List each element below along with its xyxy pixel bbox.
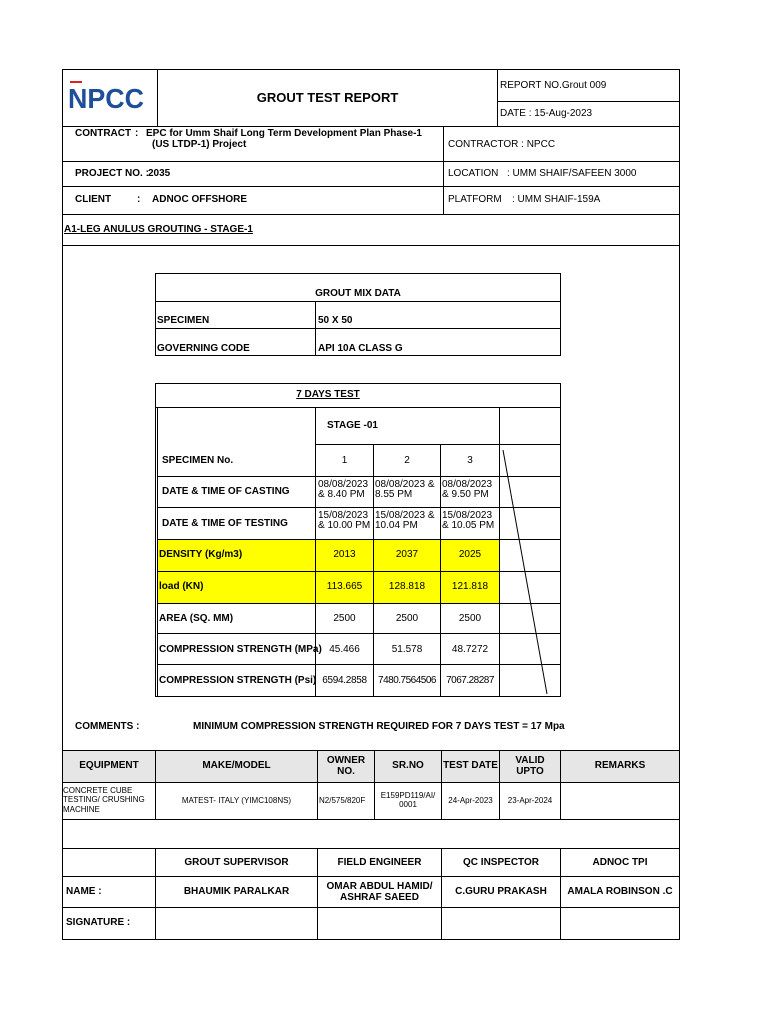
divider [157,407,158,696]
frame-right [679,69,680,940]
casting-3-line2: & 9.50 PM [442,489,489,500]
comments-label: COMMENTS : [75,721,140,732]
project-number: 2035 [148,168,171,179]
contract-colon: : [135,128,139,139]
divider [440,444,441,696]
equipment-sr-no-line2: 0001 [399,800,417,809]
casting-3-line1: 08/08/2023 [442,479,493,490]
governing-code-label: GOVERNING CODE [157,343,250,354]
divider [315,301,316,356]
area-3: 2500 [458,613,482,624]
valid-header-line1: VALID [515,755,545,766]
density-3: 2025 [458,549,482,560]
platform-label: PLATFORM [448,194,502,205]
test-date-header: TEST DATE [443,760,498,771]
casting-2-line2: 8.55 PM [375,489,413,500]
strength-mpa-3: 48.7272 [451,644,489,655]
mix-title: GROUT MIX DATA [315,288,401,299]
row-label-specimen-no: SPECIMEN No. [162,455,234,466]
client-value: ADNOC OFFSHORE [152,194,247,205]
casting-2-line1: 08/08/2023 & [375,479,435,490]
row-label-strength-psi: COMPRESSION STRENGTH (Psi) [159,675,317,686]
area-1: 2500 [333,613,356,624]
equipment-make: MATEST- ITALY (YIMC108NS) [181,796,292,805]
npcc-logo [68,79,148,111]
load-1: 113.665 [326,581,363,592]
divider [155,407,561,408]
make-model-header: MAKE/MODEL [202,760,271,771]
frame-bottom [62,939,680,940]
row-label-density: DENSITY (Kg/m3) [159,549,243,560]
testing-2-line2: 10.04 PM [375,520,418,531]
signature-label: SIGNATURE : [66,917,131,928]
testing-1-line1: 15/08/2023 [318,510,369,521]
specimen-no-3: 3 [467,455,473,466]
equipment-header: EQUIPMENT [79,760,139,771]
row-label-load: load (KN) [159,581,204,592]
project-label: PROJECT NO. : [75,168,149,179]
role-field-engineer: FIELD ENGINEER [337,857,422,868]
divider [62,245,680,246]
stage-label: STAGE -01 [327,420,378,431]
specimen-label: SPECIMEN [157,315,210,326]
name-grout-supervisor: BHAUMIK PARALKAR [183,886,290,897]
equipment-name-line3: MACHINE [63,805,100,814]
row-label-strength-mpa: COMPRESSION STRENGTH (MPa) [159,644,322,655]
divider [155,328,561,329]
row-label-casting: DATE & TIME OF CASTING [162,486,290,497]
divider [443,126,444,214]
report-title: GROUT TEST REPORT [256,90,399,105]
location-value: : UMM SHAIF/SAFEEN 3000 [507,168,637,179]
platform-value: : UMM SHAIF-159A [512,194,601,205]
owner-header-line1: OWNER [326,755,366,766]
load-2: 128.818 [388,581,426,592]
strength-psi-3: 7067.28287 [446,675,494,686]
density-1: 2013 [333,549,356,560]
equipment-sr-no-line1: E159PD119/AI/ [380,791,436,800]
divider [62,161,680,162]
strength-psi-1: 6594.2858 [322,675,367,686]
frame-top [62,69,680,70]
governing-code-value: API 10A CLASS G [318,343,403,354]
equipment-owner-no: N2/575/820F [319,796,366,805]
equipment-name-line2: TESTING/ CRUSHING [63,795,145,804]
testing-2-line1: 15/08/2023 & [375,510,435,521]
strength-mpa-2: 51.578 [391,644,423,655]
name-field-engineer-line2: ASHRAF SAEED [340,892,419,903]
client-label: CLIENT [75,194,112,205]
row-label-area: AREA (SQ. MM) [159,613,234,624]
remarks-header: REMARKS [594,760,646,771]
report-date: DATE : 15-Aug-2023 [500,108,593,119]
valid-header-line2: UPTO [516,766,544,777]
location-label: LOCATION [448,168,499,179]
area-2: 2500 [395,613,419,624]
sr-no-header: SR.NO [392,760,424,771]
divider [62,819,680,820]
divider [155,301,561,302]
casting-1-line1: 08/08/2023 [318,479,369,490]
load-3: 121.818 [451,581,489,592]
density-2: 2037 [395,549,419,560]
contract-line2: (US LTDP-1) Project [152,139,247,150]
contract-label: CONTRACT [75,128,132,139]
name-adnoc-tpi: AMALA ROBINSON .C [567,886,673,897]
role-qc-inspector: QC INSPECTOR [463,857,539,868]
divider [373,444,374,696]
equipment-test-date: 24-Apr-2023 [448,796,493,805]
divider [497,101,680,102]
strength-psi-2: 7480.7564506 [378,675,436,686]
casting-1-line2: & 8.40 PM [318,489,365,500]
comments-text: MINIMUM COMPRESSION STRENGTH REQUIRED FOR 7 DAYS TEST = 17 Mpa [193,721,565,732]
contractor: CONTRACTOR : NPCC [448,139,556,150]
divider [497,69,498,126]
specimen-no-1: 1 [341,455,348,466]
divider [62,186,680,187]
name-field-engineer-line1: OMAR ABDUL HAMID/ [326,881,433,892]
divider [62,126,680,127]
section-title: A1-LEG ANULUS GROUTING - STAGE-1 [64,224,253,235]
testing-3-line1: 15/08/2023 [442,510,493,521]
test-title: 7 DAYS TEST [296,389,360,400]
row-label-testing: DATE & TIME OF TESTING [162,518,288,529]
client-colon: : [137,194,141,205]
contract-line1: EPC for Umm Shaif Long Term Development Plan Phase-1 [146,128,422,139]
name-qc-inspector: C.GURU PRAKASH [455,886,547,897]
equipment-valid-upto: 23-Apr-2024 [507,796,553,805]
specimen-value: 50 X 50 [318,315,353,326]
role-adnoc-tpi: ADNOC TPI [592,857,648,868]
logo-text: NPCC [68,83,144,111]
testing-3-line2: & 10.05 PM [442,520,495,531]
owner-header-line2: NO. [337,766,355,777]
report-number: REPORT NO.Grout 009 [500,80,607,91]
role-grout-supervisor: GROUT SUPERVISOR [184,857,289,868]
name-label: NAME : [66,886,102,897]
equipment-name-line1: CONCRETE CUBE [63,786,133,795]
specimen-no-2: 2 [404,455,410,466]
strength-mpa-1: 45.466 [329,644,360,655]
testing-1-line2: & 10.00 PM [318,520,371,531]
diagonal-strike [499,444,561,696]
divider [62,214,680,215]
